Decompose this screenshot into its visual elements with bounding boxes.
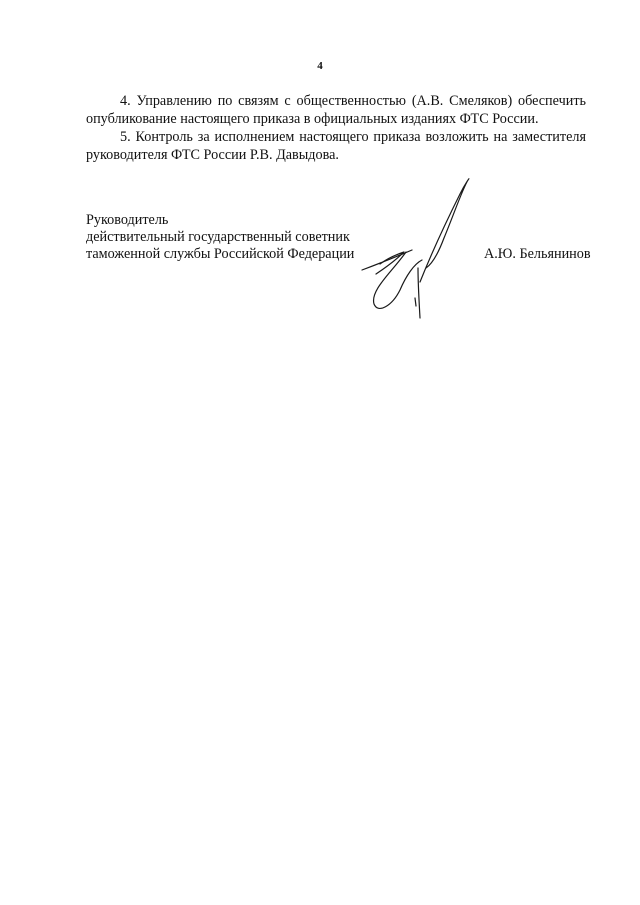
paragraph-5: 5. Контроль за исполнением настоящего приказа возложить на заместителя руководителя ФТС России Р.В. Давыдова. [86, 129, 586, 163]
signatory-title-line-1: Руководитель [86, 212, 169, 228]
page-number: 4 [317, 60, 323, 72]
signatory-title-line-3: таможенной службы Российской Федерации [86, 246, 355, 262]
handwritten-signature-icon [348, 172, 478, 322]
signatory-title-line-2: действительный государственный советник [86, 229, 350, 245]
paragraph-4: 4. Управлению по связям с общественностью (А.В. Смеляков) обеспечить опубликование настоящего приказа в официальных изданиях ФТС России. [86, 93, 586, 127]
signatory-name: А.Ю. Бельянинов [484, 246, 591, 262]
signatory-title [86, 212, 354, 263]
